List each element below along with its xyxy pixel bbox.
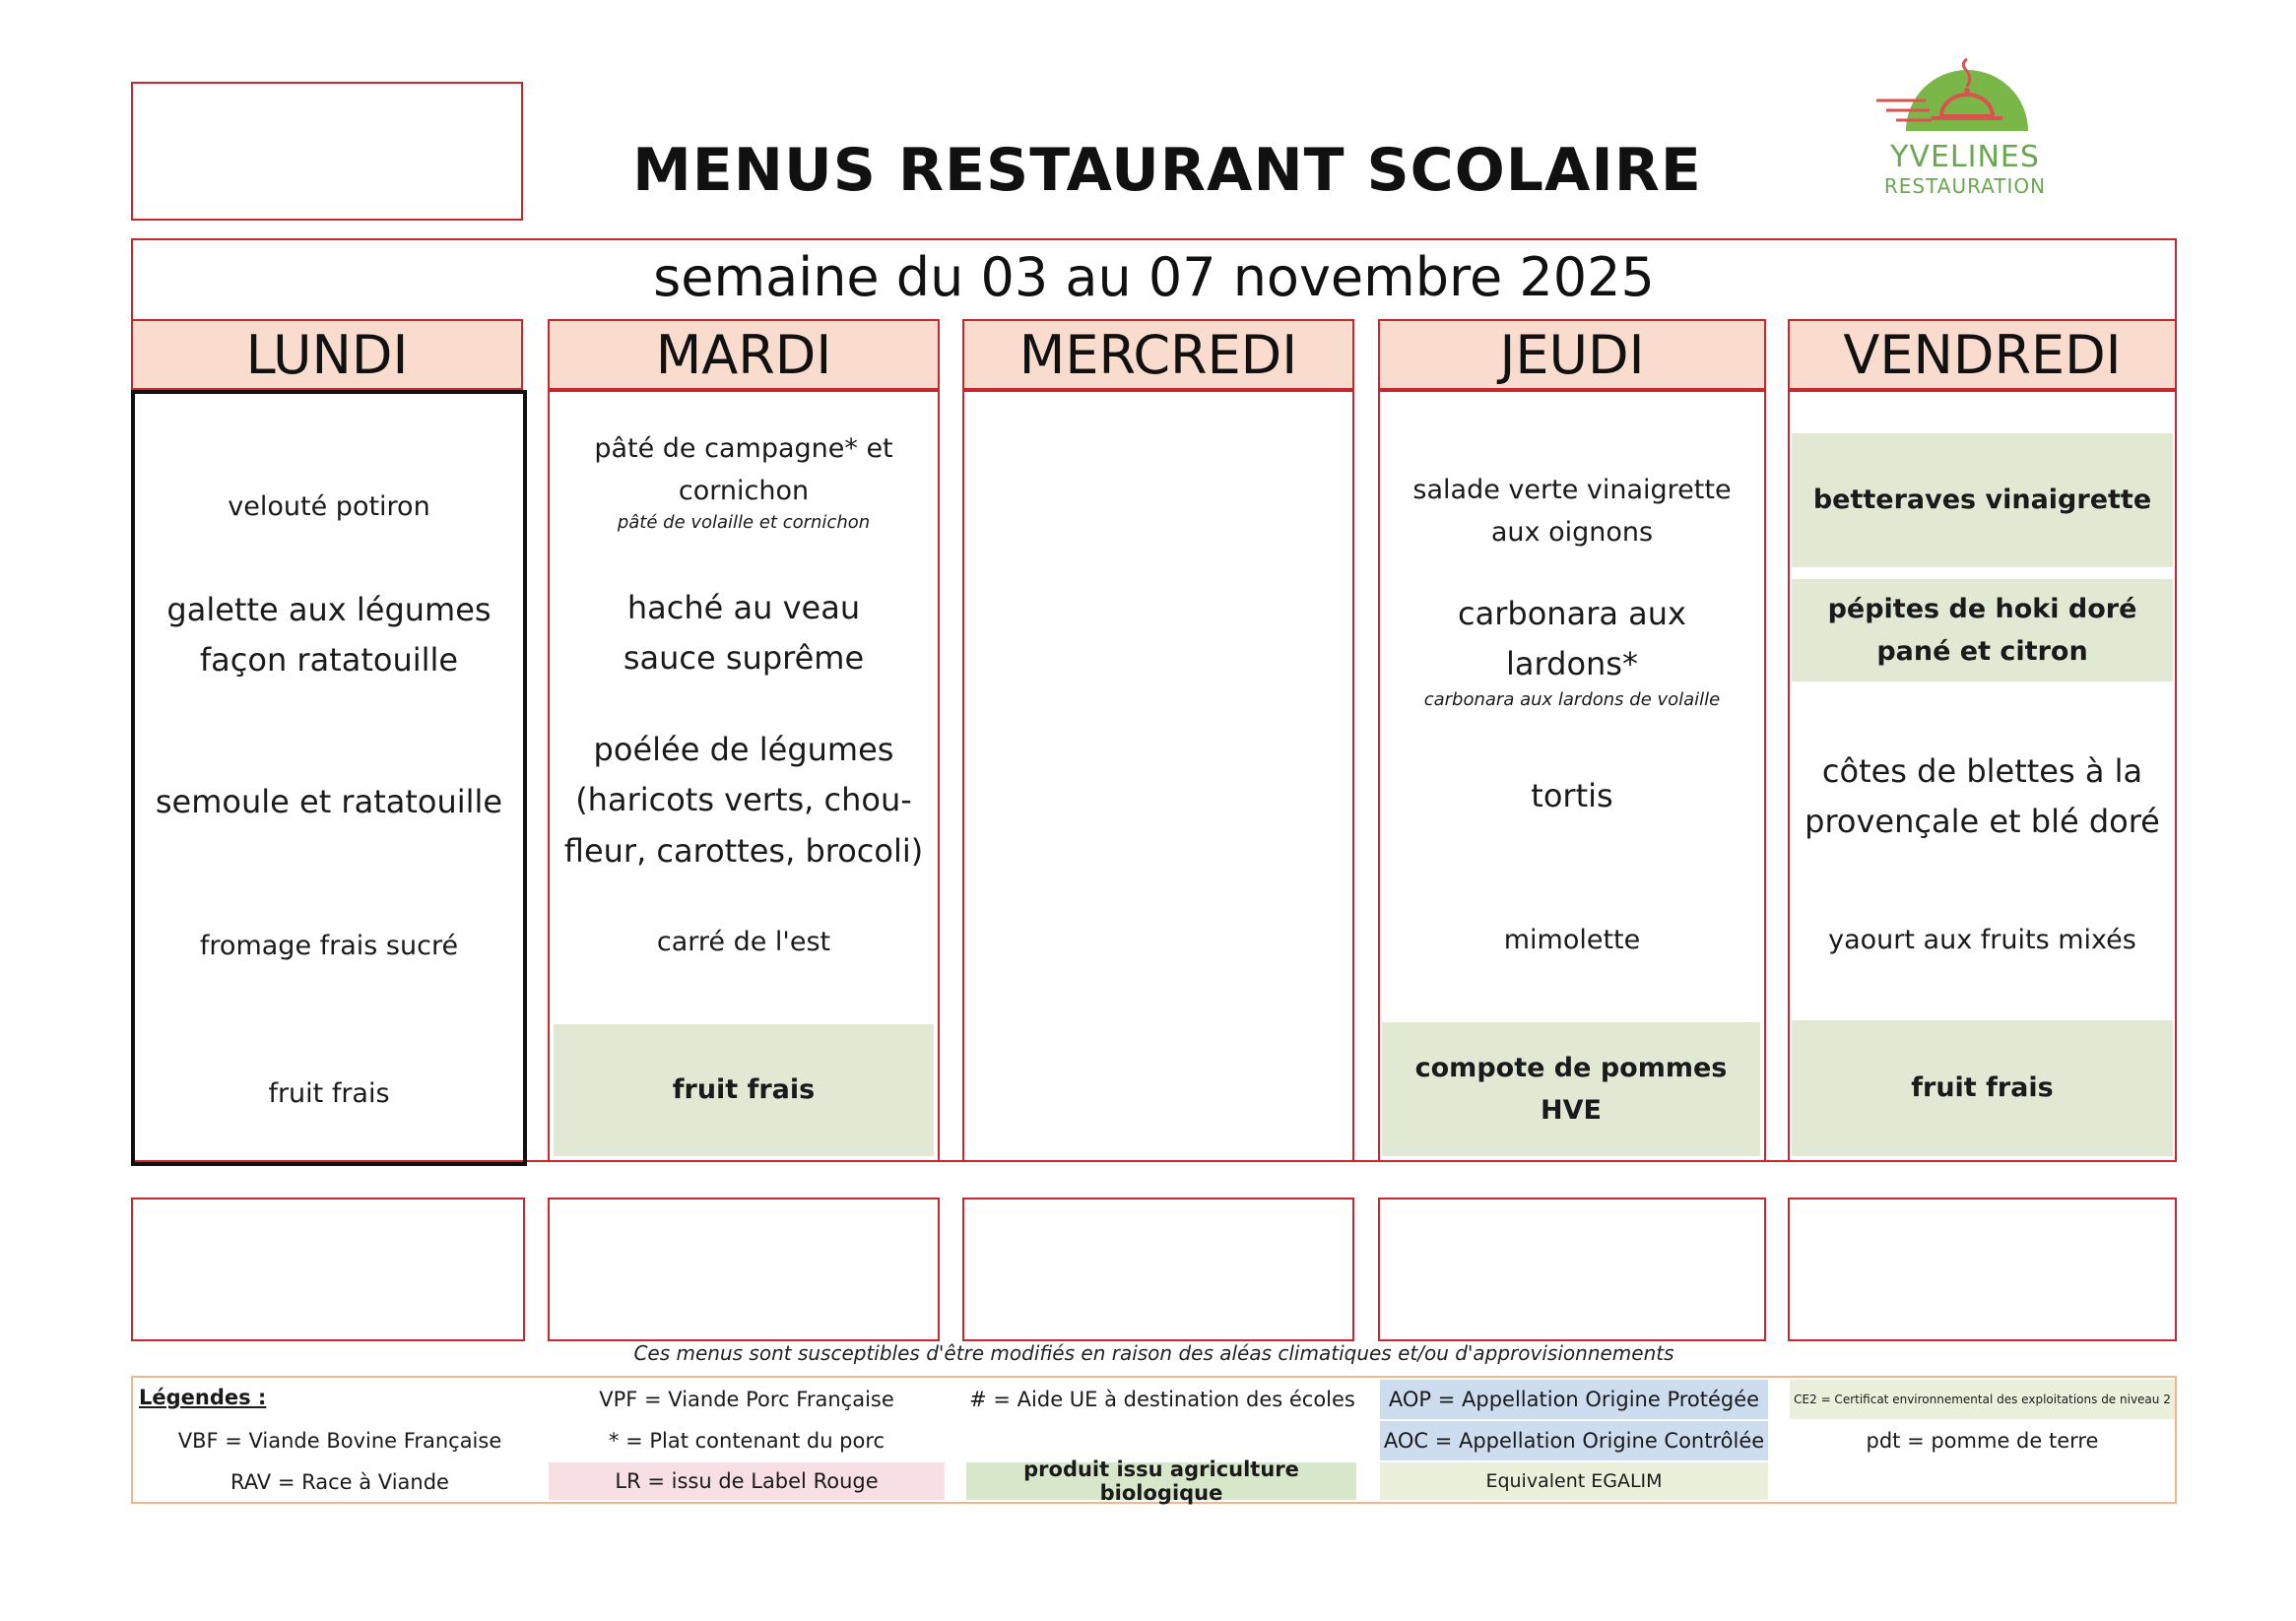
legend-title: Légendes : [139, 1386, 267, 1409]
jeudi-starter: salade verte vinaigrette aux oignons [1412, 474, 1732, 548]
week-title: semaine du 03 au 07 novembre 2025 [653, 246, 1655, 308]
mardi-starter-label: pâté de campagne* et cornichon [594, 433, 893, 507]
day-column-jeudi [1378, 390, 1766, 1162]
bottom-box-lundi [131, 1198, 525, 1341]
jeudi-cheese: mimolette [1503, 925, 1641, 956]
lundi-cheese: fromage frais sucré [199, 931, 459, 962]
lundi-dessert: fruit frais [268, 1078, 390, 1110]
legend-porc: * = Plat contenant du porc [608, 1429, 886, 1453]
empty-label-box [131, 82, 523, 221]
legend-egalim: Equivalent EGALIM [1380, 1462, 1768, 1500]
bottom-box-vendredi [1788, 1198, 2177, 1341]
mardi-starter-alt: pâté de volaille et cornichon [617, 512, 871, 534]
mardi-side: poélée de légumes (haricots verts, chou-fleur, carottes, brocoli) [563, 731, 924, 870]
vendredi-side: côtes de blettes à la provençale et blé doré [1804, 751, 2160, 840]
legend-vpf: VPF = Viande Porc Française [599, 1388, 894, 1411]
mardi-cheese: carré de l'est [656, 927, 831, 958]
lundi-main: galette aux légumes façon ratatouille [166, 590, 492, 679]
day-column-mardi [548, 390, 940, 1162]
legend-aop: AOP = Appellation Origine Protégée [1380, 1380, 1768, 1419]
legend-ce2: CE2 = Certificat environnemental des exploitations de niveau 2 [1790, 1380, 2175, 1419]
jeudi-main-alt: carbonara aux lardons de volaille [1423, 689, 1721, 710]
legend-lr: LR = issu de Label Rouge [549, 1462, 945, 1500]
jeudi-main: carbonara aux lardons* [1458, 594, 1686, 682]
day-header-vendredi: VENDREDI [1788, 319, 2177, 390]
day-column-vendredi [1788, 390, 2177, 1162]
vendredi-dairy: yaourt aux fruits mixés [1828, 925, 2136, 956]
legend-ue: # = Aide UE à destination des écoles [969, 1388, 1355, 1411]
mardi-main: haché au veau sauce suprême [623, 588, 865, 677]
legend-aoc: AOC = Appellation Origine Contrôlée [1380, 1421, 1768, 1460]
vendredi-main: pépites de hoki doré pané et citron [1792, 579, 2173, 681]
bottom-box-mardi [548, 1198, 940, 1341]
vendredi-starter: betteraves vinaigrette [1792, 433, 2173, 567]
mardi-starter [550, 427, 938, 536]
day-header-mercredi: MERCREDI [962, 319, 1354, 390]
logo-line2: RESTAURATION [1883, 174, 2047, 198]
jeudi-dessert: compote de pommes HVE [1382, 1022, 1760, 1156]
lundi-side: semoule et ratatouille [155, 783, 503, 821]
day-header-mardi: MARDI [548, 319, 940, 390]
logo-icon [1847, 57, 2083, 136]
day-column-mercredi [962, 390, 1354, 1162]
bottom-box-mercredi [962, 1198, 1354, 1341]
vendredi-dessert: fruit frais [1792, 1020, 2173, 1156]
legend-rav: RAV = Race à Viande [230, 1470, 449, 1494]
day-header-lundi: LUNDI [131, 319, 523, 390]
legend-vbf: VBF = Viande Bovine Française [177, 1429, 502, 1453]
legend-pdt: pdt = pomme de terre [1866, 1429, 2099, 1453]
bottom-box-jeudi [1378, 1198, 1766, 1341]
jeudi-side: tortis [1531, 777, 1613, 815]
page-title: MENUS RESTAURANT SCOLAIRE [632, 136, 1702, 205]
day-header-jeudi: JEUDI [1378, 319, 1766, 390]
logo-line1: YVELINES [1890, 140, 2040, 174]
day-column-lundi [131, 390, 527, 1166]
legend-bio: produit issu agriculture biologique [966, 1462, 1356, 1500]
legend-box [131, 1376, 2177, 1504]
mardi-dessert: fruit frais [554, 1024, 934, 1156]
disclaimer: Ces menus sont susceptibles d'être modifiés en raison des aléas climatiques et/ou d'approvisionnements [633, 1341, 1674, 1365]
logo [1847, 57, 2083, 205]
lundi-starter: velouté potiron [228, 491, 430, 523]
